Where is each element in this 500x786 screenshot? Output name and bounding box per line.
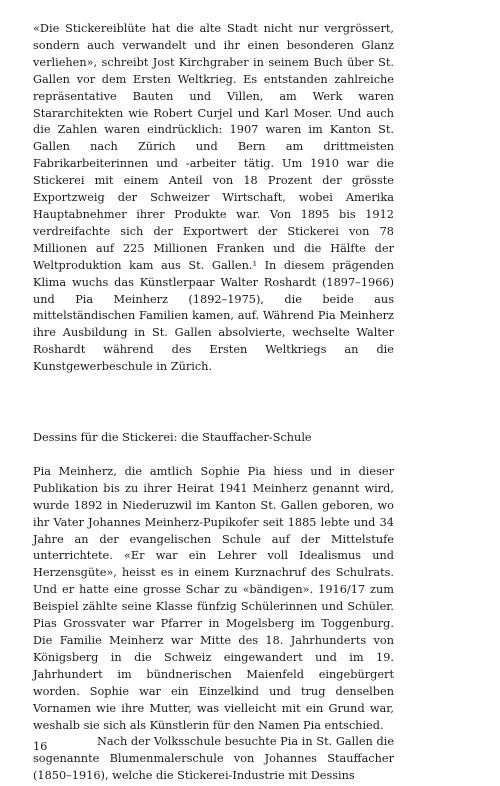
page-number: 16 — [33, 740, 48, 753]
section-heading: Dessins für die Stickerei: die Stauffacher-Schule — [33, 431, 312, 445]
heading-spacer — [33, 447, 394, 464]
section-body-paragraph: Pia Meinherz, die amtlich Sophie Pia hiess und in dieser Publikation bis zu ihrer Heirat 1941 Meinherz genannt wird, wurde 1892 in Niederuzwil im Kanton St. Gallen geboren, wo ihr Vater Johannes Meinherz-Pupikofer seit 1885 lebte und 34 Jahre an der evangelischen Schule auf der Mittelstufe unterrichtete. «Er war ein Lehrer voll Idealismus und Herzensgüte», heisst es in einem Kurznachruf des Schulrats. Und er hatte eine grosse Schar zu «bändigen». 1916/17 zum Beispiel zählte seine Klasse fünfzig Schülerinnen und Schüler. Pias Grossvater war Pfarrer in Mogelsberg im Toggenburg. Die Familie Meinherz war Mitte des 18. Jahrhunderts von Königsberg in die Schweiz eingewandert und im 19. Jahrhundert im bündnerischen Maienfeld eingebürgert worden. Sophie war ein Einzelkind und trug denselben Vornamen wie ihre Mutter, was vielleicht mit ein Grund war, weshalb sie sich als Künstlerin für den Namen Pia entschied. — [33, 464, 394, 732]
page-content — [33, 21, 394, 785]
intro-paragraph: «Die Stickereiblüte hat die alte Stadt nicht nur vergrössert, sondern auch verwandelt und ihr einen besonderen Glanz verliehen», schreibt Jost Kirchgraber in seinem Buch über St. Gallen vor dem Ersten Weltkrieg. Es entstanden zahlreiche repräsentative Bauten und Villen, am Werk waren Stararchitekten wie Robert Curjel und Karl Moser. Und auch die Zahlen waren eindrücklich: 1907 waren im Kanton St. Gallen nach Zürich und Bern am drittmeisten Fabrikarbeiterinnen und -arbeiter tätig. Um 1910 war die Stickerei mit einem Anteil von 18 Prozent der grösste Exportzweig der Schweizer Wirtschaft, wobei Amerika Hauptabnehmer ihrer Produkte war. Von 1895 bis 1912 verdreifachte sich der Exportwert der Stickerei von 78 Millionen auf 225 Millionen Franken und die Hälfte der Weltproduktion kam aus St. Gallen.¹ In diesem prägenden Klima wuchs das Künstlerpaar Walter Roshardt (1897–1966) und Pia Meinherz (1892–1975), die beide aus mittelständischen Familien kamen, auf. Während Pia Meinherz ihre Ausbildung in St. Gallen absolvierte, wechselte Walter Roshardt während des Ersten Weltkriegs an die Kunstgewerbeschule in Zürich. — [33, 22, 394, 374]
section-spacer — [33, 376, 394, 430]
continuation-paragraph: Nach der Volksschule besuchte Pia in St. Gallen die sogenannte Blumenmalerschule von Johannes Stauffacher (1850–1916), welche die Stickerei-Industrie mit Dessins — [33, 735, 394, 783]
